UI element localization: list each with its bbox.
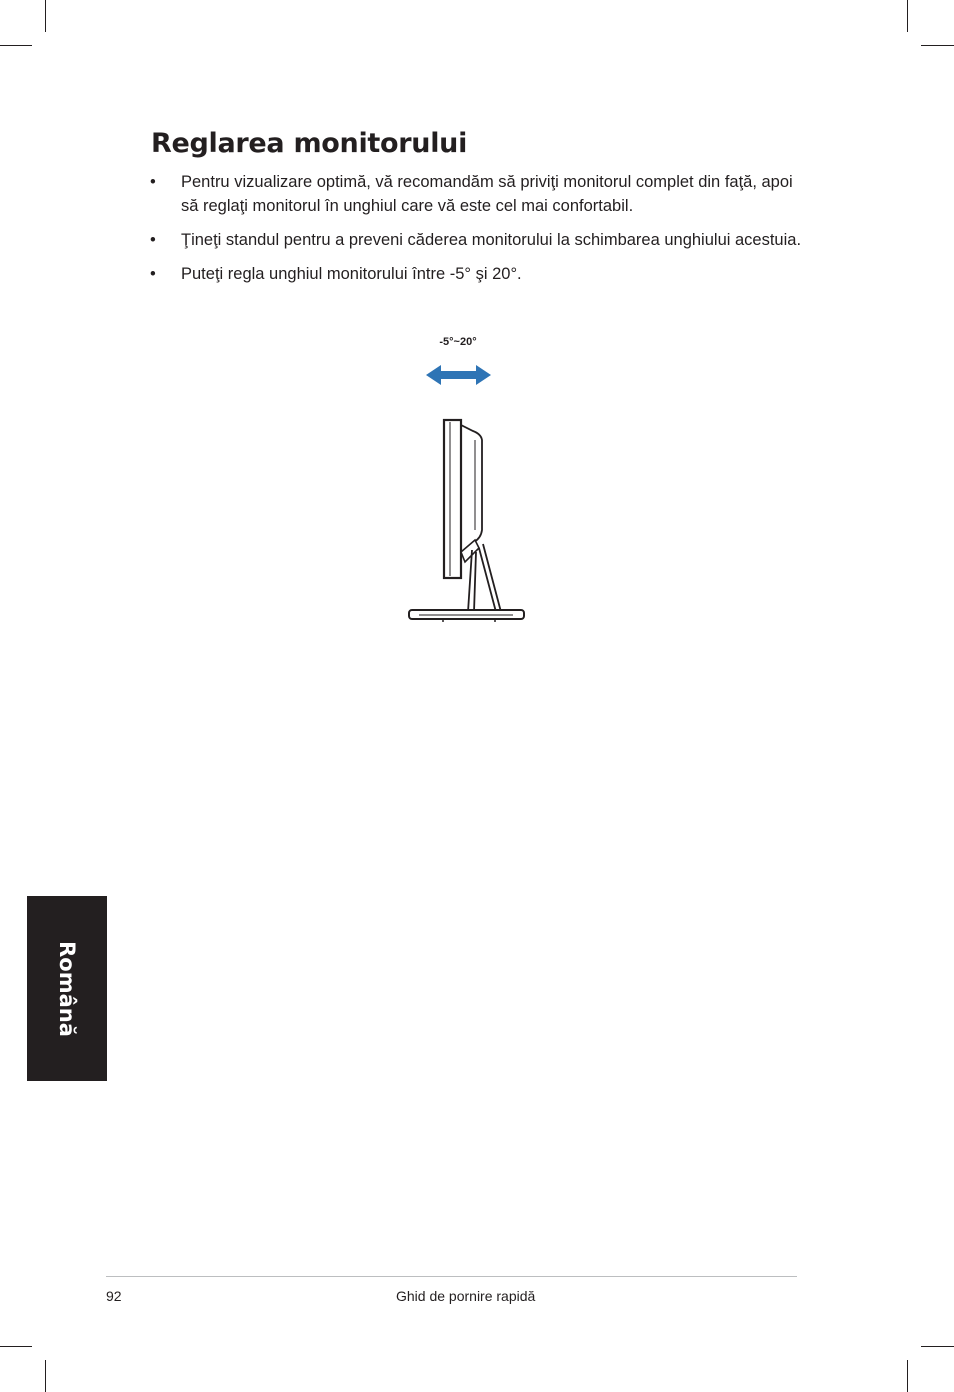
list-item [150, 228, 810, 252]
language-tab [27, 896, 107, 1081]
bullet-text: Pentru vizualizare optimă, vă recomandăm să priviţi monitorul complet din faţă, apoi să reglaţi monitorul în unghiul care vă este cel mai confortabil. [181, 173, 793, 215]
crop-mark [0, 1346, 32, 1347]
double-arrow-icon [426, 365, 491, 385]
bullet-icon: • [150, 231, 156, 249]
language-tab-label: Română [55, 940, 79, 1037]
crop-mark [921, 45, 954, 46]
bullet-icon: • [150, 173, 156, 191]
tilt-angle-label: -5°~20° [439, 336, 477, 348]
bullet-icon: • [150, 265, 156, 283]
bullet-text: Ţineţi standul pentru a preveni căderea monitorului la schimbarea unghiului acestuia. [181, 231, 802, 249]
crop-mark [907, 0, 908, 32]
list-item [150, 170, 810, 218]
footer-divider [106, 1276, 797, 1277]
bullet-text: Puteţi regla unghiul monitorului între -5° şi 20°. [181, 265, 522, 283]
crop-mark [0, 45, 32, 46]
page-title: Reglarea monitorului [151, 128, 468, 159]
crop-mark [45, 1360, 46, 1392]
crop-mark [45, 0, 46, 32]
monitor-tilt-figure [395, 330, 555, 650]
bullet-list [150, 170, 810, 296]
monitor-side-view-icon [395, 330, 555, 650]
crop-mark [921, 1346, 954, 1347]
page-number: 92 [106, 1288, 122, 1304]
footer-title: Ghid de pornire rapidă [396, 1288, 536, 1304]
crop-mark [907, 1360, 908, 1392]
list-item [150, 262, 810, 286]
